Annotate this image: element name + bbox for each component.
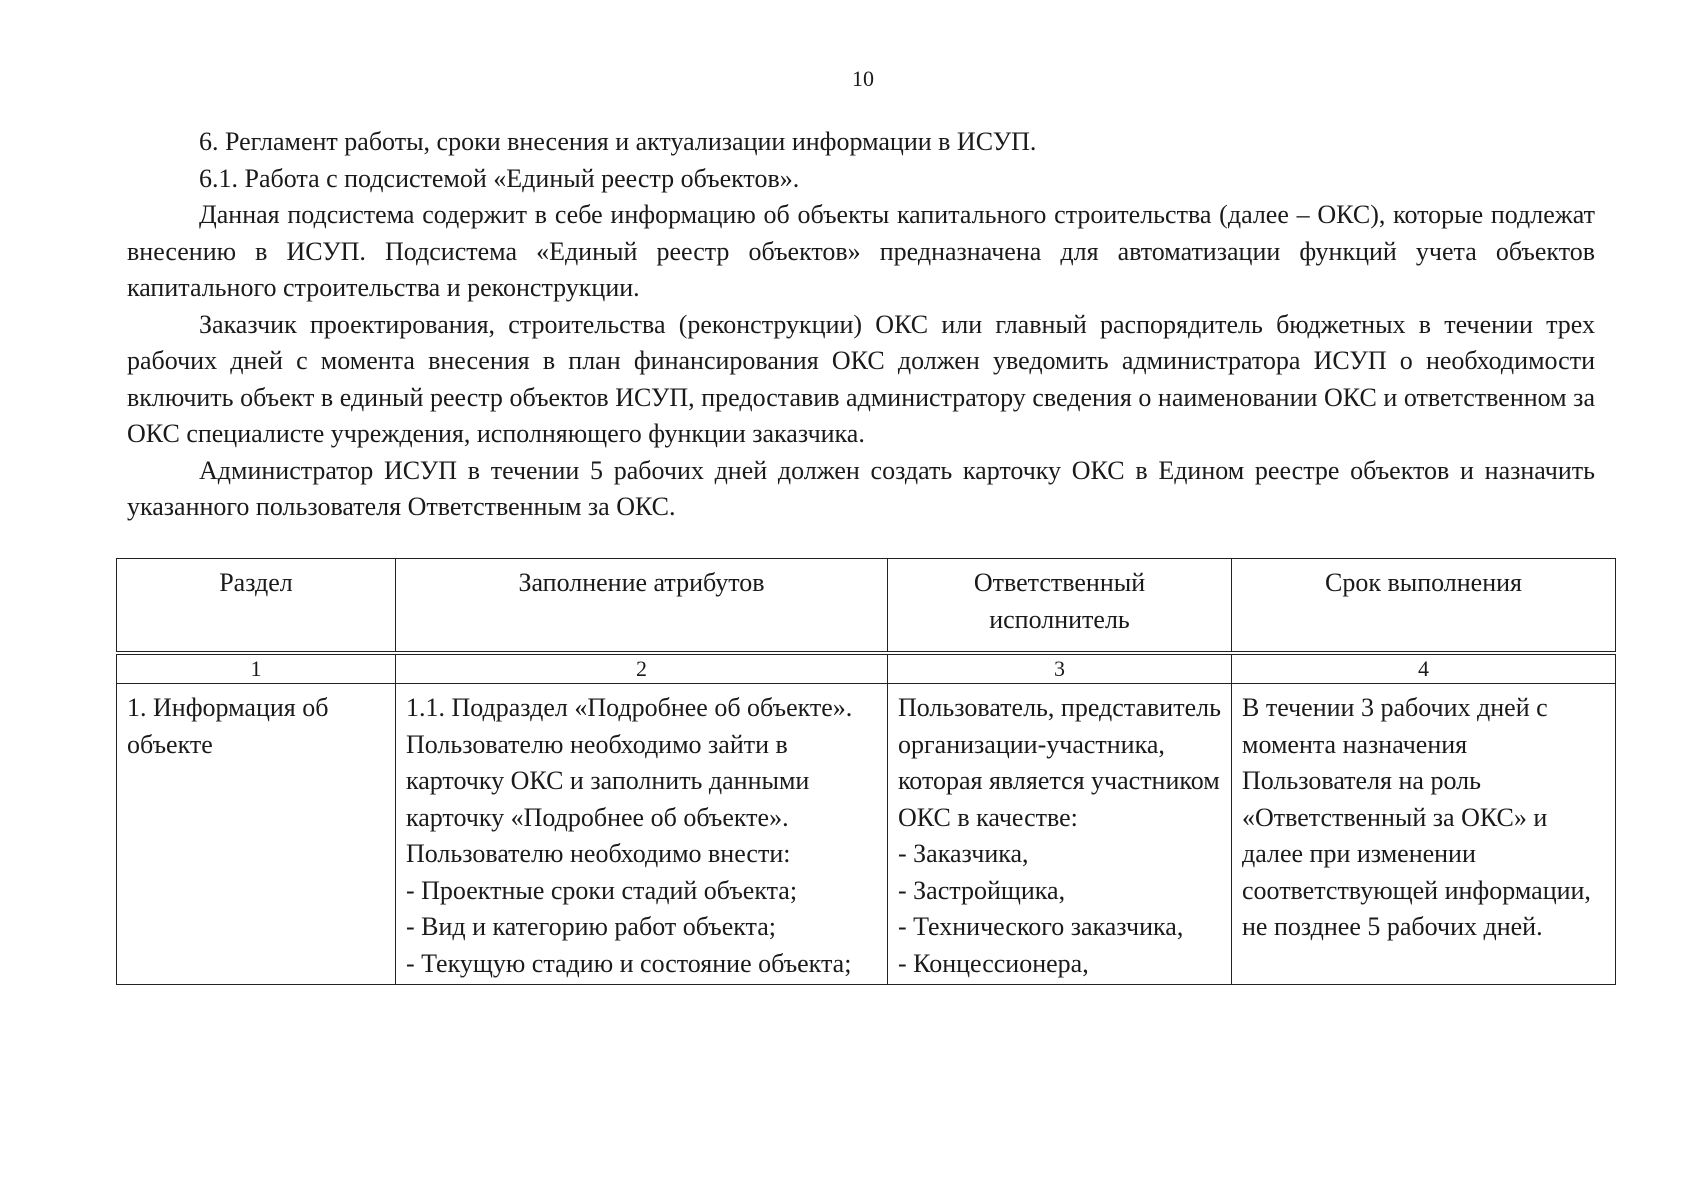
table-row [117,684,1616,985]
column-number: 1 [117,653,396,684]
column-number-row [117,653,1616,684]
attributes-instruction: Пользователю необходимо зайти в карточку ОКС и заполнить данными карточку «Подробнее об объекте». [406,729,810,832]
attributes-title: 1.1. Подраздел «Подробнее об объекте». [406,693,853,722]
regulation-table [116,558,1616,985]
page-number: 10 [852,66,874,91]
list-item: - Заказчика, [898,839,1029,868]
paragraph-customer-notification: Заказчик проектирования, строительства (реконструкции) ОКС или главный распорядитель бюджетных в течении трех рабочих дней с момента внесения в план финансирования ОКС должен уведомить администратора ИСУП о необходимости включить объект в единый реестр объектов ИСУП, предоставив администратору сведения о наименовании ОКС и ответственном за ОКС специалисте учреждения, исполняющего функции заказчика. [127,309,1595,448]
list-item: - Технического заказчика, [898,912,1184,941]
section-heading: 6. Регламент работы, сроки внесения и актуализации информации в ИСУП. [199,127,1037,156]
table-header-row [117,559,1616,654]
cell-deadline [1232,684,1616,985]
list-item: - Текущую стадию и состояние объекта; [406,948,852,978]
header-responsible [888,559,1232,654]
attributes-lead: Пользователю необходимо внести: [406,839,791,868]
column-number: 3 [888,653,1232,684]
cell-section [117,684,396,985]
paragraph-subsystem-description: Данная подсистема содержит в себе информацию об объекты капитального строительства (далее – ОКС), которые подлежат внесению в ИСУП. Подсистема «Единый реестр объектов» предназначена для автоматизации функций учета объектов капитального строительства и реконструкции. [127,200,1595,302]
subsection-heading: 6.1. Работа с подсистемой «Единый реестр объектов». [199,163,800,193]
cell-attributes [396,684,888,985]
header-responsible-label: Ответственный исполнитель [973,568,1146,634]
header-attributes: Заполнение атрибутов [396,559,888,654]
list-item: - Концессионера, [898,948,1089,978]
list-item: - Вид и категорию работ объекта; [406,912,777,941]
cell-responsible [888,684,1232,985]
column-number: 4 [1232,653,1616,684]
list-item: - Проектные сроки стадий объекта; [406,875,798,905]
paragraph-administrator-duties: Администратор ИСУП в течении 5 рабочих дней должен создать карточку ОКС в Едином реестре объектов и назначить указанного пользователя Ответственным за ОКС. [127,455,1595,521]
header-section: Раздел [117,559,396,654]
header-deadline: Срок выполнения [1232,559,1616,654]
section-text: 1. Информация об объекте [127,693,329,759]
list-item: - Застройщика, [898,875,1066,905]
responsible-intro: Пользователь, представитель организации-участника, которая является участником ОКС в качестве: [898,693,1221,832]
deadline-text: В течении 3 рабочих дней с момента назначения Пользователя на роль «Ответственный за ОКС» и далее при изменении соответствующей информации, не позднее 5 рабочих дней. [1242,693,1591,941]
document-body [127,124,1595,526]
column-number: 2 [396,653,888,684]
